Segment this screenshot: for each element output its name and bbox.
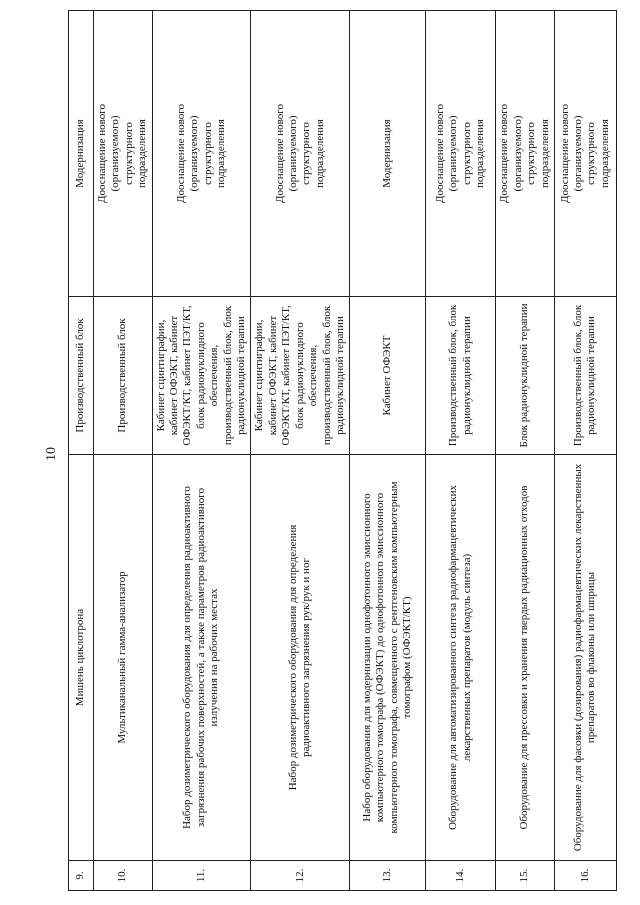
- equipment-name-text: Набор дозиметрического оборудования для определения радиоактивного загрязнения рук/рук и ног: [286, 524, 313, 791]
- unit-cell: Кабинет сцинтиграфии, кабинет ОФЭКТ, кабинет ОФЭКТ/КТ, кабинет ПЭТ/КТ, блок радионуклидного обеспечения, производственный блок, блок радионуклидной терапии: [152, 297, 251, 455]
- row-number-cell: 13.: [350, 861, 426, 891]
- measure-type-cell: Модернизация: [69, 11, 94, 297]
- measure-type-cell: [554, 11, 616, 297]
- table-row: [554, 11, 616, 891]
- equipment-name-cell: [251, 455, 350, 861]
- unit-cell: Производственный блок: [94, 297, 153, 455]
- equipment-name-text: Набор дозиметрического оборудования для определения радиоактивного загрязнения рабочих поверхностей, а также параметров радиоактивного излучения на рабочих местах: [181, 486, 221, 829]
- equipment-name-cell: Оборудование для автоматизированного синтеза радиофармацевтических лекарственных препаратов (модуль синтеза): [426, 455, 496, 861]
- equipment-name-text: Набор оборудования для модернизации однофотонного эмиссионного компьютерного томографа (ОФЭКТ) до однофотонного эмиссионного компьютерного томографа, совмещенного с рентгеновским компьютерным томографом (ОФЭКТ/КТ): [361, 481, 414, 834]
- row-number-cell: 12.: [251, 861, 350, 891]
- table-row: [152, 11, 251, 891]
- table-row: [251, 11, 350, 891]
- row-number-cell: 14.: [426, 861, 496, 891]
- measure-type-cell: Модернизация: [350, 11, 426, 297]
- row-number-cell: 16.: [554, 861, 616, 891]
- measure-type-cell: [496, 11, 555, 297]
- equipment-name-cell: [350, 455, 426, 861]
- equipment-name-cell: Мишень циклотрона: [69, 455, 94, 861]
- unit-cell: Производственный блок, блок радионуклидной терапии: [426, 297, 496, 455]
- unit-cell: Производственный блок, блок радионуклидной терапии: [554, 297, 616, 455]
- row-number-cell: 15.: [496, 861, 555, 891]
- row-number-cell: 11.: [152, 861, 251, 891]
- equipment-name-cell: Оборудование для прессовки и хранения твердых радиационных отходов: [496, 455, 555, 861]
- unit-cell: Кабинет сцинтиграфии, кабинет ОФЭКТ, кабинет ОФЭКТ/КТ, кабинет ПЭТ/КТ, блок радионуклидного обеспечения, производственный блок, блок радионуклидной терапии: [251, 297, 350, 455]
- rotated-table-container: [68, 11, 611, 891]
- unit-cell: Производственный блок: [69, 297, 94, 455]
- page-number: 10: [44, 447, 59, 461]
- row-number-cell: 9.: [69, 861, 94, 891]
- measure-type-cell: [426, 11, 496, 297]
- measure-type-cell: [251, 11, 350, 297]
- measure-type-text: Дооснащение нового (организуемого) структурного подразделения: [558, 104, 611, 203]
- measure-type-cell: [94, 11, 153, 297]
- equipment-name-cell: Мультиканальный гамма-анализатор: [94, 455, 153, 861]
- measure-type-text: Дооснащение нового (организуемого) структурного подразделения: [273, 104, 326, 203]
- measure-type-cell: [152, 11, 251, 297]
- table-row: [94, 11, 153, 891]
- table-row: [69, 11, 94, 891]
- table-row: [350, 11, 426, 891]
- equipment-name-cell: Оборудование для фасовки (дозирования) радиофармацевтических лекарственных препаратов во флаконы или шприцы: [554, 455, 616, 861]
- measure-type-text: Дооснащение нового (организуемого) структурного подразделения: [96, 104, 149, 203]
- measure-type-text: Дооснащение нового (организуемого) структурного подразделения: [498, 104, 551, 203]
- unit-cell: Блок радионуклидной терапии: [496, 297, 555, 455]
- table-row: [496, 11, 555, 891]
- table-row: [426, 11, 496, 891]
- measure-type-text: Дооснащение нового (организуемого) структурного подразделения: [174, 104, 227, 203]
- unit-cell: Кабинет ОФЭКТ: [350, 297, 426, 455]
- equipment-table: [68, 10, 617, 891]
- row-number-cell: 10.: [94, 861, 153, 891]
- equipment-name-cell: [152, 455, 251, 861]
- measure-type-text: Дооснащение нового (организуемого) структурного подразделения: [434, 104, 487, 203]
